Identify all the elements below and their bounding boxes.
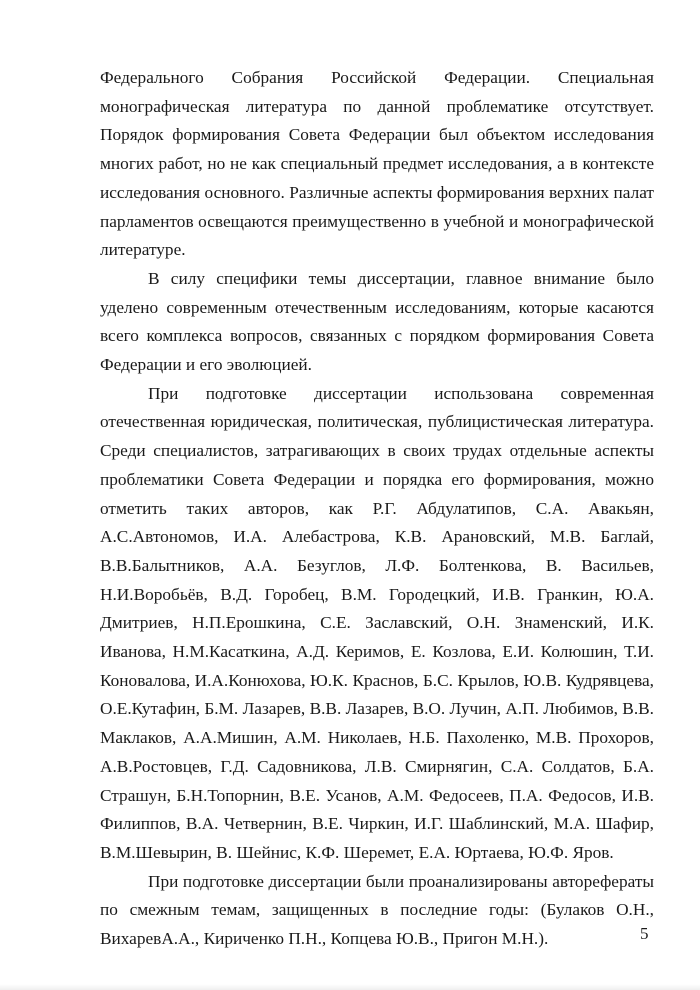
- paragraph-authors-list: При подготовке диссертации использована современная отечественная юридическая, политическая, публицистическая литература. Среди специалистов, затрагивающих в своих трудах отдельные аспекты проблематики Совета Федерации и порядка его формирования, можно отметить таких авторов, как Р.Г. Абдулатипов, С.А. Авакьян, А.С.Автономов, И.А. Алебастрова, К.В. Арановский, М.В. Баглай, В.В.Балытников, А.А. Безуглов, Л.Ф. Болтенкова, В. Васильев, Н.И.Воробьёв, В.Д. Горобец, В.М. Городецкий, И.В. Гранкин, Ю.А. Дмитриев, Н.П.Ерошкина, С.Е. Заславский, О.Н. Знаменский, И.К. Иванова, Н.М.Касаткина, А.Д. Керимов, Е. Козлова, Е.И. Колюшин, Т.И. Коновалова, И.А.Конюхова, Ю.К. Краснов, Б.С. Крылов, Ю.В. Кудрявцева, О.Е.Кутафин, Б.М. Лазарев, В.В. Лазарев, В.О. Лучин, А.П. Любимов, В.В. Маклаков, А.А.Мишин, А.М. Николаев, Н.Б. Пахоленко, М.В. Прохоров, А.В.Ростовцев, Г.Д. Садовникова, Л.В. Смирнягин, С.А. Солдатов, Б.А. Страшун, Б.Н.Топорнин, В.Е. Усанов, А.М. Федосеев, П.А. Федосов, И.В. Филиппов, В.А. Четвернин, В.Е. Чиркин, И.Г. Шаблинский, М.А. Шафир, В.М.Шевырин, В. Шейнис, К.Ф. Шеремет, Е.А. Юртаева, Ю.Ф. Яров.: [100, 383, 654, 862]
- paragraph-research-focus: В силу специфики темы диссертации, главное внимание было уделено современным отечественным исследованиям, которые касаются всего комплекса вопросов, связанных с порядком формирования Совета Федерации и его эволюцией.: [100, 268, 654, 375]
- paragraph-abstracts: При подготовке диссертации были проанализированы авторефераты по смежным темам, защищенных в последние годы: (Булаков О.Н., ВихаревА.А., Кириченко П.Н., Копцева Ю.В., Пригон М.Н.).: [100, 871, 654, 949]
- scan-bottom-edge: [0, 984, 700, 990]
- page-number: 5: [640, 924, 649, 943]
- body-text: [100, 64, 654, 954]
- paragraph-literature-overview: Федерального Собрания Российской Федерации. Специальная монографическая литература по данной проблематике отсутствует. Порядок формирования Совета Федерации был объектом исследования многих работ, но не как специальный предмет исследования, а в контексте исследования основного. Различные аспекты формирования верхних палат парламентов освещаются преимущественно в учебной и монографической литературе.: [100, 68, 654, 260]
